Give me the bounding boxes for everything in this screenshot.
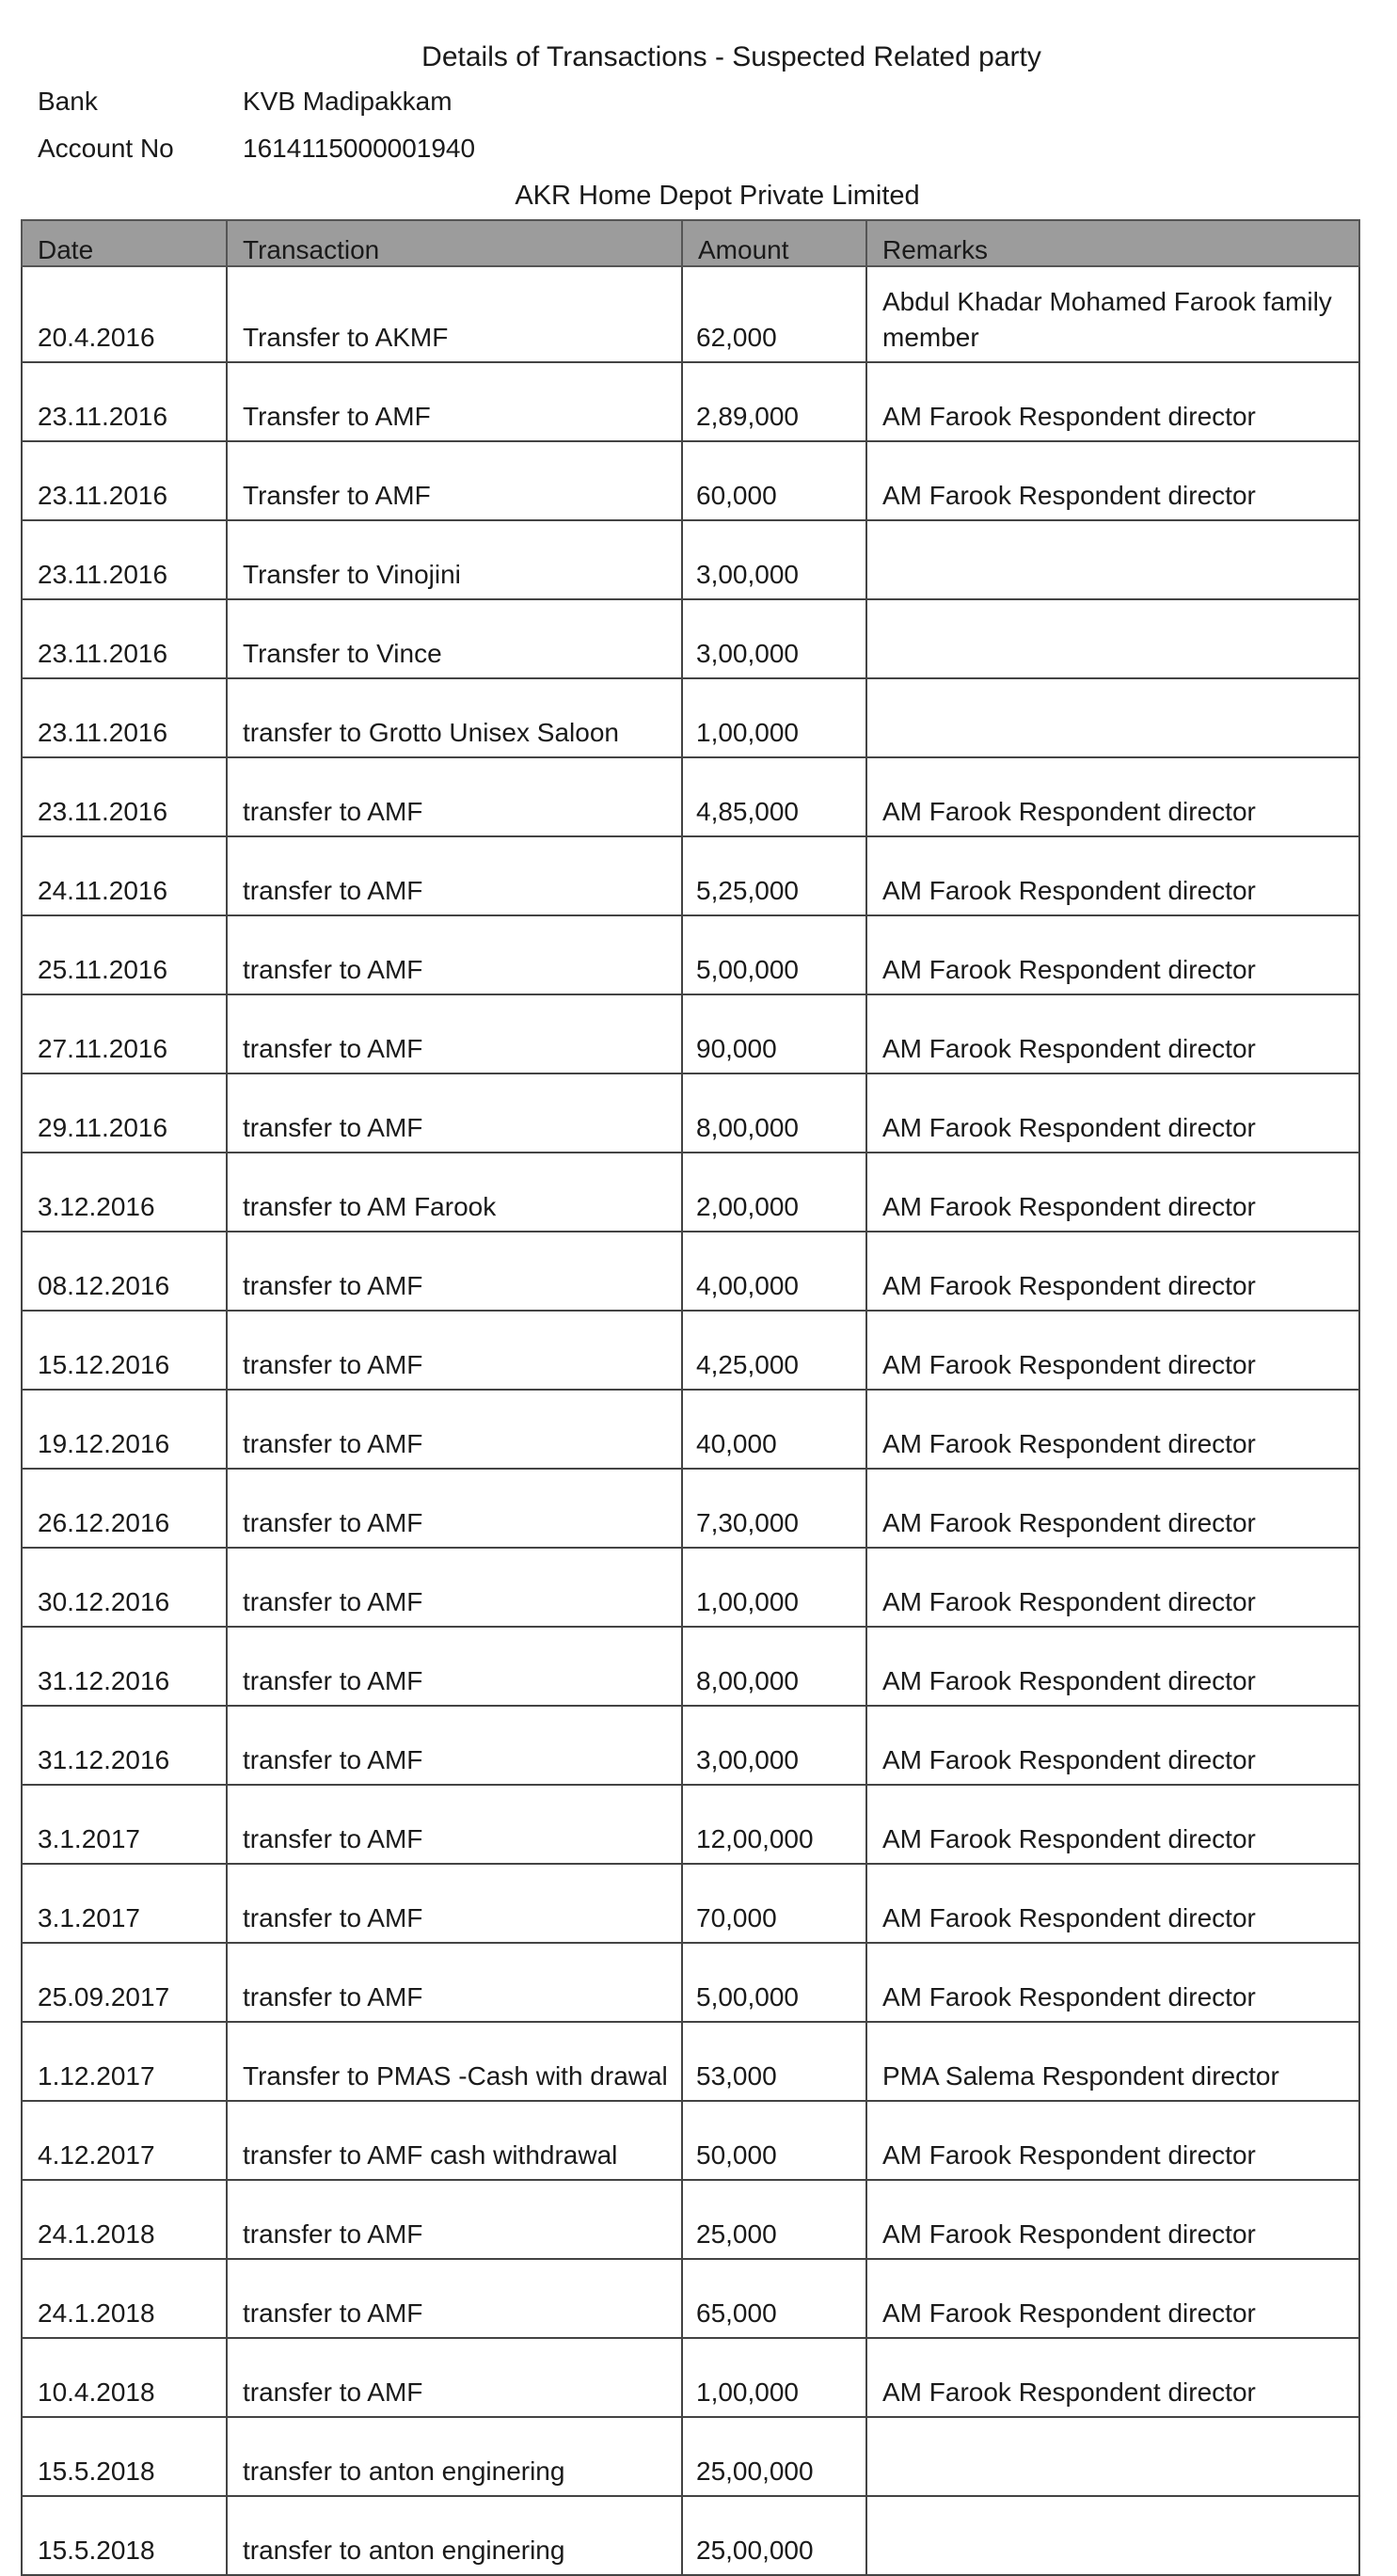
cell-amount: 3,00,000 bbox=[682, 520, 866, 599]
cell-transaction: transfer to AMF bbox=[227, 994, 682, 1073]
cell-date: 10.4.2018 bbox=[22, 2338, 227, 2417]
cell-remarks: AM Farook Respondent director bbox=[866, 1390, 1359, 1469]
document-title: Details of Transactions - Suspected Related party bbox=[421, 41, 1041, 72]
table-row bbox=[22, 2259, 1359, 2338]
cell-transaction: transfer to AMF bbox=[227, 1232, 682, 1311]
cell-remarks: AM Farook Respondent director bbox=[866, 2101, 1359, 2180]
cell-remarks: AM Farook Respondent director bbox=[866, 1311, 1359, 1390]
cell-date: 30.12.2016 bbox=[22, 1548, 227, 1627]
cell-remarks: AM Farook Respondent director bbox=[866, 2338, 1359, 2417]
cell-amount: 8,00,000 bbox=[682, 1627, 866, 1706]
cell-date: 4.12.2017 bbox=[22, 2101, 227, 2180]
cell-transaction: Transfer to AMF bbox=[227, 441, 682, 520]
cell-transaction: transfer to AMF bbox=[227, 1548, 682, 1627]
table-row bbox=[22, 1390, 1359, 1469]
cell-amount: 5,00,000 bbox=[682, 915, 866, 994]
cell-remarks bbox=[866, 599, 1359, 678]
cell-remarks bbox=[866, 2417, 1359, 2496]
cell-transaction: transfer to AMF bbox=[227, 1943, 682, 2022]
table-row bbox=[22, 1627, 1359, 1706]
cell-date: 20.4.2016 bbox=[22, 266, 227, 362]
cell-date: 24.1.2018 bbox=[22, 2259, 227, 2338]
cell-amount: 3,00,000 bbox=[682, 1706, 866, 1785]
cell-date: 3.1.2017 bbox=[22, 1785, 227, 1864]
cell-date: 27.11.2016 bbox=[22, 994, 227, 1073]
cell-remarks bbox=[866, 520, 1359, 599]
cell-remarks: AM Farook Respondent director bbox=[866, 2180, 1359, 2259]
cell-amount: 4,00,000 bbox=[682, 1232, 866, 1311]
cell-transaction: transfer to AMF bbox=[227, 1390, 682, 1469]
table-row bbox=[22, 1943, 1359, 2022]
cell-remarks: PMA Salema Respondent director bbox=[866, 2022, 1359, 2101]
cell-remarks: AM Farook Respondent director bbox=[866, 1153, 1359, 1232]
cell-date: 1.12.2017 bbox=[22, 2022, 227, 2101]
cell-date: 23.11.2016 bbox=[22, 520, 227, 599]
account-value: 1614115000001940 bbox=[243, 134, 476, 163]
cell-date: 19.12.2016 bbox=[22, 1390, 227, 1469]
cell-transaction: transfer to AMF bbox=[227, 2180, 682, 2259]
table-body bbox=[22, 266, 1359, 2575]
cell-date: 15.12.2016 bbox=[22, 1311, 227, 1390]
cell-remarks: AM Farook Respondent director bbox=[866, 1785, 1359, 1864]
table-row bbox=[22, 1469, 1359, 1548]
cell-date: 08.12.2016 bbox=[22, 1232, 227, 1311]
cell-transaction: transfer to AMF bbox=[227, 2338, 682, 2417]
cell-date: 23.11.2016 bbox=[22, 599, 227, 678]
table-row bbox=[22, 1073, 1359, 1153]
table-row bbox=[22, 1785, 1359, 1864]
cell-remarks: AM Farook Respondent director bbox=[866, 2259, 1359, 2338]
table-row bbox=[22, 836, 1359, 915]
table-header-row bbox=[22, 220, 1359, 266]
cell-remarks: AM Farook Respondent director bbox=[866, 441, 1359, 520]
cell-remarks: AM Farook Respondent director bbox=[866, 362, 1359, 441]
cell-date: 25.09.2017 bbox=[22, 1943, 227, 2022]
cell-date: 26.12.2016 bbox=[22, 1469, 227, 1548]
cell-transaction: Transfer to AKMF bbox=[227, 266, 682, 362]
cell-transaction: transfer to AMF bbox=[227, 1864, 682, 1943]
cell-remarks: AM Farook Respondent director bbox=[866, 994, 1359, 1073]
table-row bbox=[22, 2417, 1359, 2496]
cell-amount: 12,00,000 bbox=[682, 1785, 866, 1864]
cell-amount: 60,000 bbox=[682, 441, 866, 520]
cell-transaction: transfer to AMF bbox=[227, 1073, 682, 1153]
cell-transaction: Transfer to Vince bbox=[227, 599, 682, 678]
cell-date: 3.12.2016 bbox=[22, 1153, 227, 1232]
cell-remarks: Abdul Khadar Mohamed Farook family member bbox=[866, 266, 1359, 362]
cell-transaction: transfer to Grotto Unisex Saloon bbox=[227, 678, 682, 757]
cell-amount: 65,000 bbox=[682, 2259, 866, 2338]
cell-amount: 5,00,000 bbox=[682, 1943, 866, 2022]
cell-transaction: transfer to anton enginering bbox=[227, 2417, 682, 2496]
cell-remarks bbox=[866, 2496, 1359, 2575]
cell-amount: 5,25,000 bbox=[682, 836, 866, 915]
cell-amount: 1,00,000 bbox=[682, 2338, 866, 2417]
cell-date: 24.11.2016 bbox=[22, 836, 227, 915]
cell-amount: 53,000 bbox=[682, 2022, 866, 2101]
cell-transaction: transfer to AMF bbox=[227, 1469, 682, 1548]
cell-amount: 40,000 bbox=[682, 1390, 866, 1469]
cell-date: 15.5.2018 bbox=[22, 2417, 227, 2496]
table-row bbox=[22, 599, 1359, 678]
cell-date: 3.1.2017 bbox=[22, 1864, 227, 1943]
cell-remarks: AM Farook Respondent director bbox=[866, 1073, 1359, 1153]
cell-transaction: Transfer to AMF bbox=[227, 362, 682, 441]
cell-transaction: transfer to AM Farook bbox=[227, 1153, 682, 1232]
table-row bbox=[22, 2022, 1359, 2101]
cell-transaction: transfer to AMF bbox=[227, 1785, 682, 1864]
table-row bbox=[22, 441, 1359, 520]
cell-transaction: transfer to AMF bbox=[227, 2259, 682, 2338]
cell-transaction: transfer to anton enginering bbox=[227, 2496, 682, 2575]
cell-transaction: transfer to AMF bbox=[227, 1627, 682, 1706]
cell-remarks: AM Farook Respondent director bbox=[866, 1943, 1359, 2022]
company-name: AKR Home Depot Private Limited bbox=[515, 181, 920, 211]
cell-amount: 3,00,000 bbox=[682, 599, 866, 678]
cell-transaction: transfer to AMF bbox=[227, 757, 682, 836]
cell-amount: 2,89,000 bbox=[682, 362, 866, 441]
cell-remarks: AM Farook Respondent director bbox=[866, 1864, 1359, 1943]
cell-date: 23.11.2016 bbox=[22, 362, 227, 441]
bank-value: KVB Madipakkam bbox=[243, 87, 452, 116]
cell-transaction: transfer to AMF bbox=[227, 1706, 682, 1785]
table-row bbox=[22, 2338, 1359, 2417]
header-transaction: Transaction bbox=[227, 220, 682, 266]
table-row bbox=[22, 1864, 1359, 1943]
table-row bbox=[22, 2180, 1359, 2259]
cell-remarks: AM Farook Respondent director bbox=[866, 1627, 1359, 1706]
header-date: Date bbox=[22, 220, 227, 266]
cell-remarks: AM Farook Respondent director bbox=[866, 915, 1359, 994]
cell-amount: 1,00,000 bbox=[682, 1548, 866, 1627]
cell-remarks: AM Farook Respondent director bbox=[866, 1232, 1359, 1311]
cell-amount: 8,00,000 bbox=[682, 1073, 866, 1153]
cell-remarks bbox=[866, 678, 1359, 757]
cell-transaction: transfer to AMF bbox=[227, 915, 682, 994]
cell-amount: 50,000 bbox=[682, 2101, 866, 2180]
cell-transaction: Transfer to PMAS -Cash with drawal bbox=[227, 2022, 682, 2101]
cell-amount: 4,85,000 bbox=[682, 757, 866, 836]
cell-date: 31.12.2016 bbox=[22, 1706, 227, 1785]
cell-remarks: AM Farook Respondent director bbox=[866, 1548, 1359, 1627]
cell-amount: 2,00,000 bbox=[682, 1153, 866, 1232]
cell-amount: 4,25,000 bbox=[682, 1311, 866, 1390]
table-row bbox=[22, 266, 1359, 362]
table-row bbox=[22, 1232, 1359, 1311]
table-row bbox=[22, 757, 1359, 836]
cell-date: 25.11.2016 bbox=[22, 915, 227, 994]
cell-amount: 1,00,000 bbox=[682, 678, 866, 757]
cell-transaction: transfer to AMF bbox=[227, 836, 682, 915]
table-row bbox=[22, 1706, 1359, 1785]
cell-amount: 62,000 bbox=[682, 266, 866, 362]
cell-date: 24.1.2018 bbox=[22, 2180, 227, 2259]
cell-transaction: Transfer to Vinojini bbox=[227, 520, 682, 599]
cell-remarks: AM Farook Respondent director bbox=[866, 1706, 1359, 1785]
header-amount: Amount bbox=[682, 220, 866, 266]
table-row bbox=[22, 678, 1359, 757]
cell-amount: 25,00,000 bbox=[682, 2417, 866, 2496]
table-row bbox=[22, 362, 1359, 441]
cell-amount: 25,000 bbox=[682, 2180, 866, 2259]
cell-date: 23.11.2016 bbox=[22, 678, 227, 757]
cell-amount: 25,00,000 bbox=[682, 2496, 866, 2575]
account-label: Account No bbox=[38, 134, 174, 163]
cell-transaction: transfer to AMF cash withdrawal bbox=[227, 2101, 682, 2180]
table-row bbox=[22, 1311, 1359, 1390]
cell-amount: 70,000 bbox=[682, 1864, 866, 1943]
bank-label: Bank bbox=[38, 87, 98, 116]
table-row bbox=[22, 915, 1359, 994]
table-row bbox=[22, 1153, 1359, 1232]
table-row bbox=[22, 1548, 1359, 1627]
transactions-table bbox=[21, 219, 1360, 2576]
cell-remarks: AM Farook Respondent director bbox=[866, 836, 1359, 915]
cell-date: 23.11.2016 bbox=[22, 441, 227, 520]
table-row bbox=[22, 2496, 1359, 2575]
table-row bbox=[22, 520, 1359, 599]
cell-amount: 7,30,000 bbox=[682, 1469, 866, 1548]
cell-remarks: AM Farook Respondent director bbox=[866, 1469, 1359, 1548]
table-row bbox=[22, 994, 1359, 1073]
cell-date: 15.5.2018 bbox=[22, 2496, 227, 2575]
cell-date: 31.12.2016 bbox=[22, 1627, 227, 1706]
cell-remarks: AM Farook Respondent director bbox=[866, 757, 1359, 836]
cell-amount: 90,000 bbox=[682, 994, 866, 1073]
header-remarks: Remarks bbox=[866, 220, 1359, 266]
cell-date: 23.11.2016 bbox=[22, 757, 227, 836]
cell-date: 29.11.2016 bbox=[22, 1073, 227, 1153]
table-row bbox=[22, 2101, 1359, 2180]
cell-transaction: transfer to AMF bbox=[227, 1311, 682, 1390]
